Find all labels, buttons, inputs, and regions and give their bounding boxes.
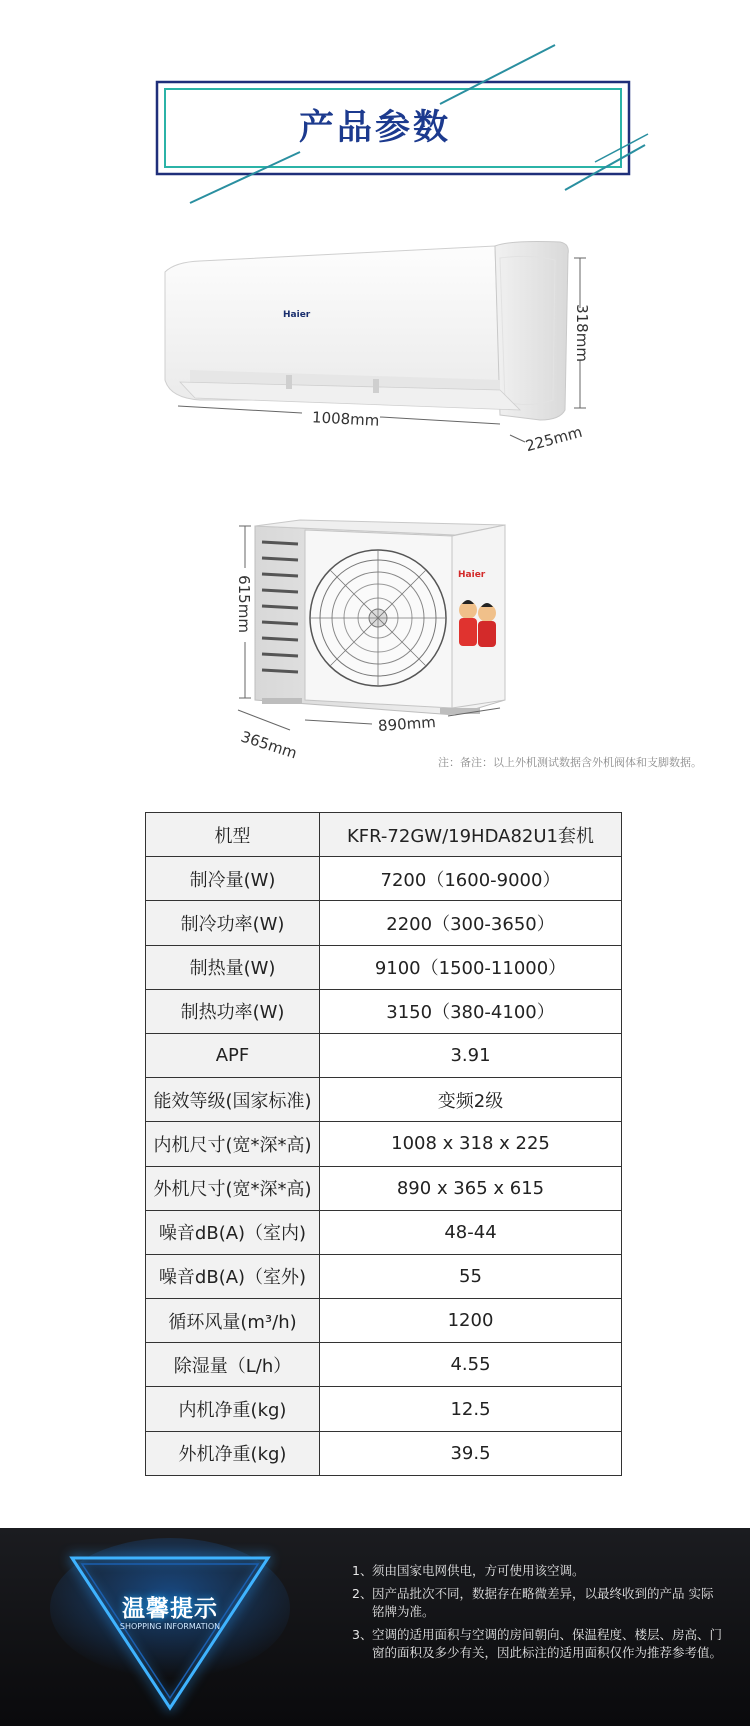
- tip-item: [352, 1585, 722, 1621]
- spec-value: 3.91: [320, 1033, 622, 1077]
- product-drawings: [0, 230, 750, 790]
- outdoor-height-label: 615mm: [234, 575, 253, 633]
- indoor-width-label: 1008mm: [311, 408, 380, 430]
- spec-row: [146, 813, 622, 857]
- spec-value: 4.55: [320, 1343, 622, 1387]
- indoor-depth-label: 225mm: [523, 422, 585, 456]
- spec-value: 890 x 365 x 615: [320, 1166, 622, 1210]
- spec-row: [146, 989, 622, 1033]
- spec-value: 变频2级: [320, 1078, 622, 1122]
- tip-number: 3、: [352, 1627, 373, 1642]
- indoor-brand-logo: Haier: [283, 310, 311, 320]
- spec-row: [146, 1033, 622, 1077]
- spec-row: [146, 1299, 622, 1343]
- tip-text: 空调的适用面积与空调的房间朝向、保温程度、楼层、房高、门窗的面积及多少有关，因此标注的适用面积仅作为推荐参考值。: [372, 1627, 723, 1660]
- spec-table-body: [146, 813, 622, 1476]
- spec-row: [146, 1078, 622, 1122]
- outdoor-unit-drawing: [238, 520, 505, 730]
- product-illustrations: [0, 230, 750, 790]
- spec-label: 外机净重(kg): [146, 1431, 320, 1475]
- spec-value: 48-44: [320, 1210, 622, 1254]
- tips-list: [352, 1562, 722, 1667]
- tips-subtitle: SHOPPING INFORMATION: [119, 1622, 221, 1631]
- accent-line-left: [190, 152, 300, 203]
- measurement-note: 注：备注：以上外机测试数据含外机阀体和支脚数据。: [438, 756, 702, 769]
- spec-value: 3150（380-4100）: [320, 989, 622, 1033]
- header-banner: [0, 0, 750, 230]
- spec-row: [146, 857, 622, 901]
- spec-label: 制热量(W): [146, 945, 320, 989]
- tip-text: 须由国家电网供电，方可使用该空调。: [372, 1563, 585, 1578]
- spec-label: 外机尺寸(宽*深*高): [146, 1166, 320, 1210]
- tip-number: 2、: [352, 1586, 373, 1601]
- spec-value: 7200（1600-9000）: [320, 857, 622, 901]
- tip-text: 因产品批次不同，数据存在略微差异，以最终收到的产品 实际铭牌为准。: [372, 1586, 714, 1619]
- spec-label: 循环风量(m³/h): [146, 1299, 320, 1343]
- outdoor-brand-logo: Haier: [458, 570, 486, 580]
- spec-label: 噪音dB(A)（室内): [146, 1210, 320, 1254]
- tips-title: 温馨提示: [122, 1596, 218, 1622]
- outdoor-depth-label: 365mm: [238, 727, 300, 763]
- spec-label: 除湿量（L/h）: [146, 1343, 320, 1387]
- outdoor-width-label: 890mm: [377, 713, 437, 735]
- spec-value: KFR-72GW/19HDA82U1套机: [320, 813, 622, 857]
- page-title: 产品参数: [298, 108, 451, 148]
- spec-value: 55: [320, 1254, 622, 1298]
- spec-label: 制热功率(W): [146, 989, 320, 1033]
- spec-row: [146, 1431, 622, 1475]
- spec-label: APF: [146, 1033, 320, 1077]
- spec-row: [146, 1387, 622, 1431]
- accent-line-top: [440, 45, 555, 104]
- tip-item: [352, 1562, 722, 1580]
- spec-label: 能效等级(国家标准): [146, 1078, 320, 1122]
- spec-value: 1200: [320, 1299, 622, 1343]
- spec-table: [145, 812, 622, 1476]
- spec-row: [146, 1166, 622, 1210]
- spec-value: 39.5: [320, 1431, 622, 1475]
- spec-row: [146, 1210, 622, 1254]
- spec-row: [146, 1343, 622, 1387]
- tips-footer: [0, 1528, 750, 1726]
- spec-value: 1008 x 318 x 225: [320, 1122, 622, 1166]
- spec-label: 内机尺寸(宽*深*高): [146, 1122, 320, 1166]
- spec-label: 机型: [146, 813, 320, 857]
- mascot-body-2: [478, 621, 496, 647]
- spec-row: [146, 901, 622, 945]
- spec-value: 9100（1500-11000）: [320, 945, 622, 989]
- spec-label: 噪音dB(A)（室外): [146, 1254, 320, 1298]
- mascot-body-1: [459, 618, 477, 646]
- tip-number: 1、: [352, 1563, 373, 1578]
- spec-label: 制冷量(W): [146, 857, 320, 901]
- tip-item: [352, 1626, 722, 1662]
- spec-value: 2200（300-3650）: [320, 901, 622, 945]
- spec-value: 12.5: [320, 1387, 622, 1431]
- spec-row: [146, 945, 622, 989]
- spec-label: 制冷功率(W): [146, 901, 320, 945]
- spec-label: 内机净重(kg): [146, 1387, 320, 1431]
- spec-row: [146, 1122, 622, 1166]
- indoor-height-label: 318mm: [572, 304, 591, 362]
- spec-row: [146, 1254, 622, 1298]
